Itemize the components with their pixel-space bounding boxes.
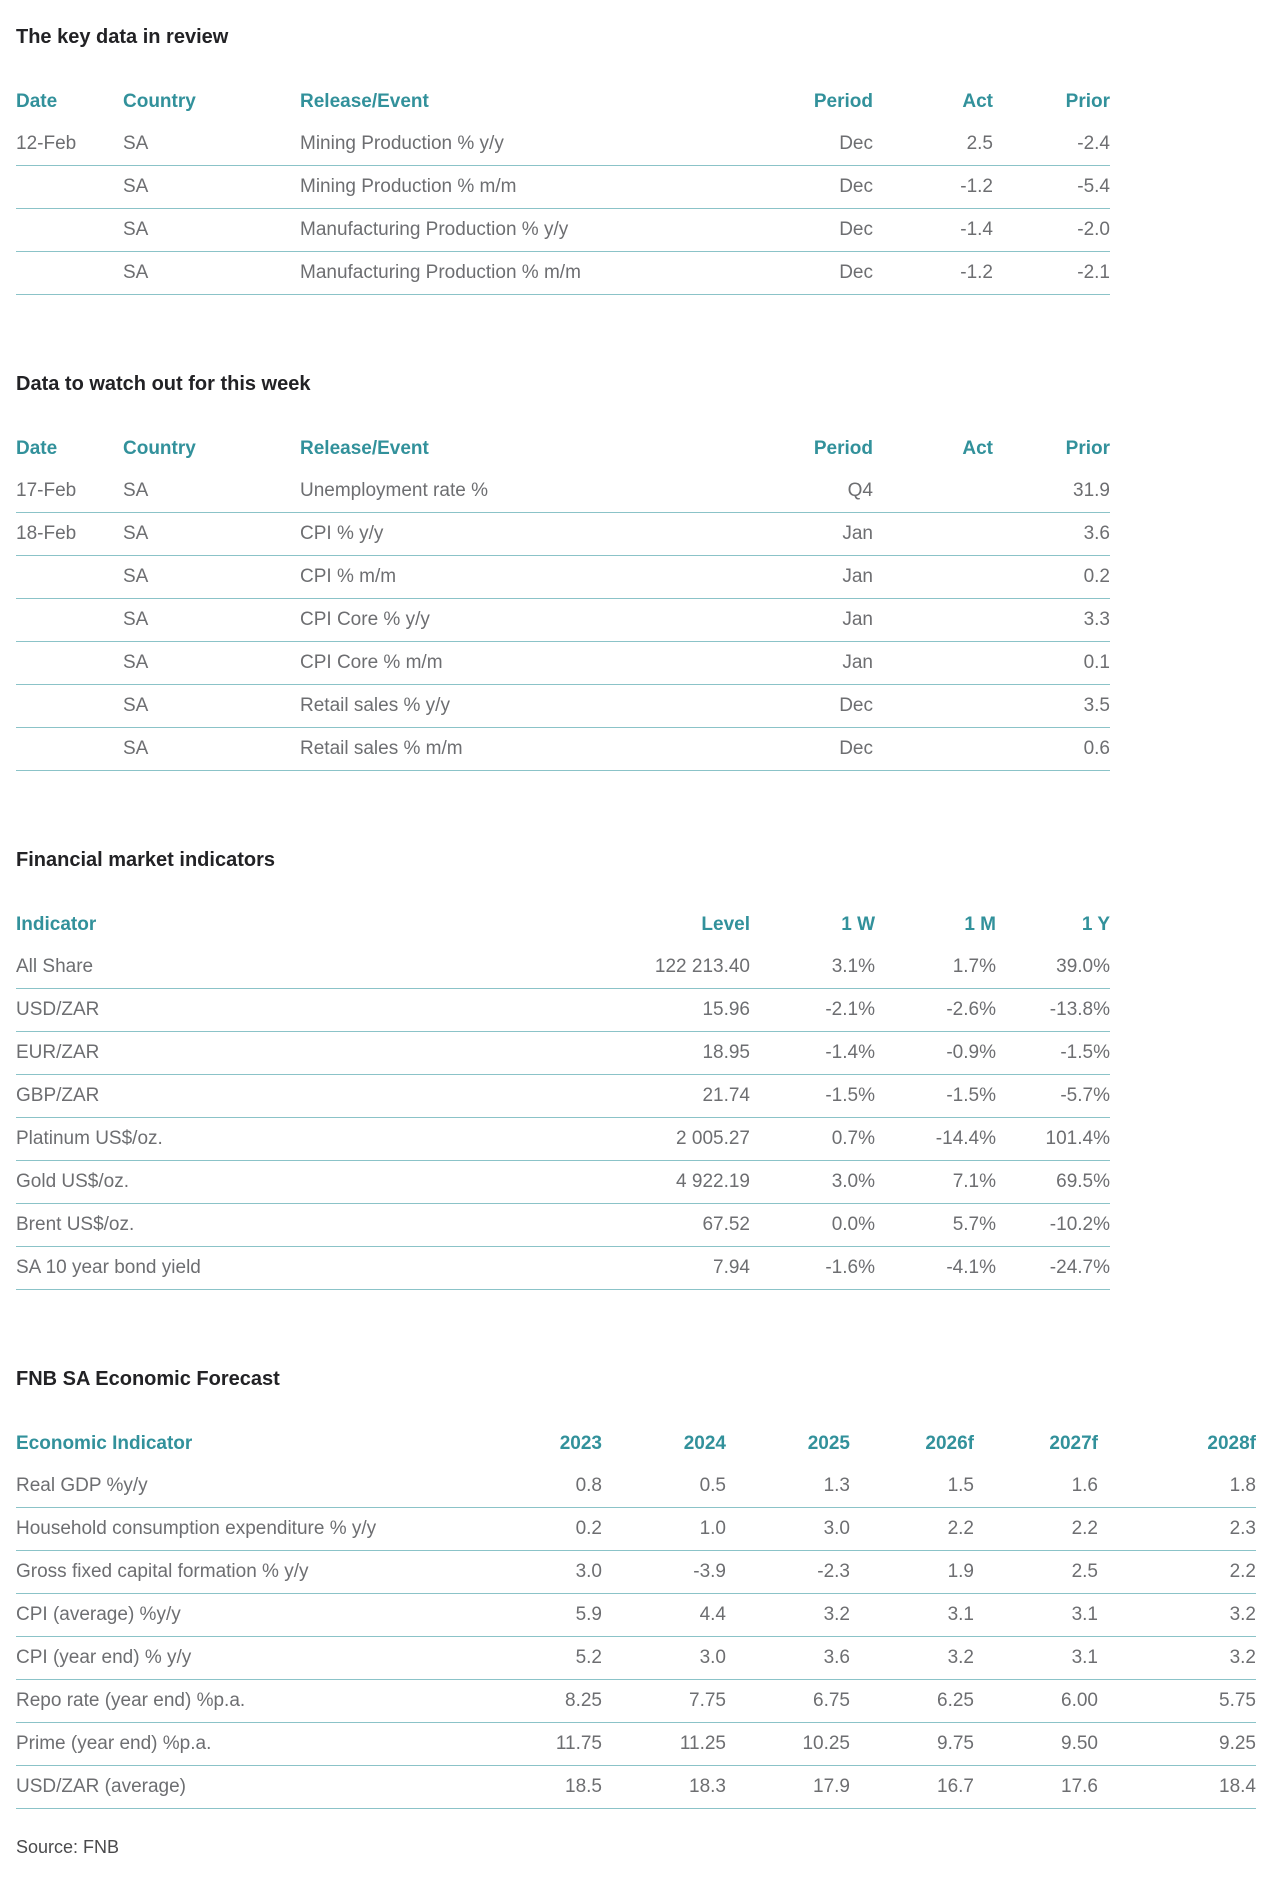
table-cell: 5.9 — [575, 1604, 602, 1625]
table-cell: Mining Production % m/m — [300, 176, 517, 197]
table-cell: CPI (average) %y/y — [16, 1604, 181, 1625]
column-header-release-event: Release/Event — [300, 438, 429, 459]
column-header-indicator: Indicator — [16, 914, 97, 935]
column-header-act: Act — [962, 91, 993, 112]
table-cell: SA — [123, 176, 149, 197]
table-cell: 18.5 — [565, 1776, 602, 1797]
table-row — [16, 556, 1110, 599]
section-title-data-to-watch: Data to watch out for this week — [16, 373, 311, 395]
table-cell: 2.2 — [947, 1518, 974, 1539]
table-row — [16, 1723, 1256, 1766]
table-cell: 4.4 — [699, 1604, 726, 1625]
table-cell: 7.1% — [952, 1171, 996, 1192]
table-cell: 11.25 — [679, 1733, 726, 1754]
table-row — [16, 1075, 1110, 1118]
table-cell: Q4 — [847, 480, 873, 501]
table-cell: 3.2 — [947, 1647, 974, 1668]
table-cell: Dec — [839, 262, 873, 283]
table-cell: -1.4 — [960, 219, 993, 240]
table-cell: SA — [123, 133, 149, 154]
table-cell: CPI % y/y — [300, 523, 384, 544]
section-title-financial-market-indicators: Financial market indicators — [16, 849, 275, 871]
table-cell: SA — [123, 695, 149, 716]
table-row — [16, 1118, 1110, 1161]
table-cell: USD/ZAR — [16, 999, 100, 1020]
table-cell: CPI % m/m — [300, 566, 397, 587]
table-cell: SA — [123, 523, 149, 544]
table-cell: -1.2 — [960, 176, 993, 197]
table-cell: 3.0 — [699, 1647, 726, 1668]
table-cell: EUR/ZAR — [16, 1042, 100, 1063]
table-cell: Dec — [839, 219, 873, 240]
table-cell: -0.9% — [946, 1042, 996, 1063]
table-cell: SA — [123, 738, 149, 759]
table-cell: 0.8 — [575, 1475, 602, 1496]
financial-market-indicators-table — [16, 904, 1110, 1290]
table-cell: -2.6% — [946, 999, 996, 1020]
table-cell: 39.0% — [1056, 956, 1110, 977]
table-cell: 15.96 — [702, 999, 750, 1020]
table-cell: SA — [123, 219, 149, 240]
table-cell: 3.1 — [947, 1604, 974, 1625]
table-row — [16, 252, 1110, 295]
table-cell: 0.0% — [831, 1214, 875, 1235]
table-row — [16, 1161, 1110, 1204]
table-row — [16, 1637, 1256, 1680]
table-cell: -2.4 — [1077, 133, 1110, 154]
table-cell: 3.5 — [1083, 695, 1110, 716]
table-cell: -24.7% — [1049, 1257, 1110, 1278]
table-row — [16, 513, 1110, 556]
table-cell: 3.6 — [823, 1647, 850, 1668]
table-cell: SA — [123, 609, 149, 630]
table-cell: 11.75 — [555, 1733, 602, 1754]
table-cell: SA — [123, 480, 149, 501]
table-row — [16, 989, 1110, 1032]
table-cell: Jan — [842, 652, 873, 673]
table-cell: SA — [123, 566, 149, 587]
table-cell: Retail sales % m/m — [300, 738, 463, 759]
table-cell: 2.3 — [1229, 1518, 1256, 1539]
table-cell: 2 005.27 — [676, 1128, 750, 1149]
table-cell: -1.5% — [946, 1085, 996, 1106]
table-cell: 1.9 — [947, 1561, 974, 1582]
table-cell: 1.0 — [699, 1518, 726, 1539]
table-cell: 5.75 — [1219, 1690, 1256, 1711]
table-cell: Platinum US$/oz. — [16, 1128, 163, 1149]
table-cell: 3.1 — [1071, 1647, 1098, 1668]
column-header-economic-indicator: Economic Indicator — [16, 1433, 193, 1454]
table-cell: Dec — [839, 133, 873, 154]
table-cell: 3.2 — [823, 1604, 850, 1625]
column-header-act: Act — [962, 438, 993, 459]
table-cell: 5.2 — [575, 1647, 602, 1668]
table-cell: 18.4 — [1219, 1776, 1256, 1797]
table-cell: Jan — [842, 566, 873, 587]
column-header-date: Date — [16, 438, 58, 459]
table-cell: 17.9 — [813, 1776, 850, 1797]
column-header-prior: Prior — [1065, 438, 1110, 459]
table-cell: 1.3 — [823, 1475, 850, 1496]
table-cell: 18.3 — [689, 1776, 726, 1797]
table-cell: SA — [123, 262, 149, 283]
table-row — [16, 642, 1110, 685]
table-cell: -2.1 — [1077, 262, 1110, 283]
column-header-2024: 2024 — [683, 1433, 726, 1454]
table-cell: 21.74 — [702, 1085, 750, 1106]
table-header-row — [16, 81, 1110, 123]
table-cell: 9.50 — [1061, 1733, 1098, 1754]
table-row — [16, 1032, 1110, 1075]
table-cell: 3.2 — [1229, 1647, 1256, 1668]
table-row — [16, 1551, 1256, 1594]
table-cell: -10.2% — [1049, 1214, 1110, 1235]
table-cell: 2.5 — [1071, 1561, 1098, 1582]
section-economic-forecast — [16, 1368, 1256, 1809]
table-cell: 2.2 — [1071, 1518, 1098, 1539]
table-cell: SA 10 year bond yield — [16, 1257, 201, 1278]
table-row — [16, 123, 1110, 166]
table-cell: -1.5% — [1060, 1042, 1110, 1063]
table-header-row — [16, 1423, 1256, 1465]
table-cell: Manufacturing Production % y/y — [300, 219, 569, 240]
table-row — [16, 166, 1110, 209]
table-cell: Brent US$/oz. — [16, 1214, 135, 1235]
table-row — [16, 1204, 1110, 1247]
column-header-2026f: 2026f — [925, 1433, 974, 1454]
table-row — [16, 1247, 1110, 1290]
section-data-to-watch — [16, 373, 1256, 771]
table-cell: 3.0 — [575, 1561, 602, 1582]
column-header-1-w: 1 W — [841, 914, 875, 935]
table-cell: 6.75 — [813, 1690, 850, 1711]
table-cell: 3.1% — [831, 956, 875, 977]
table-cell: USD/ZAR (average) — [16, 1776, 186, 1797]
key-data-review-table — [16, 81, 1110, 295]
table-cell: 1.7% — [952, 956, 996, 977]
section-key-data-review — [16, 26, 1256, 295]
table-row — [16, 685, 1110, 728]
column-header-prior: Prior — [1065, 91, 1110, 112]
table-row — [16, 1680, 1256, 1723]
table-header-row — [16, 428, 1110, 470]
table-cell: -1.5% — [825, 1085, 875, 1106]
table-cell: 122 213.40 — [654, 956, 750, 977]
table-cell: 101.4% — [1045, 1128, 1110, 1149]
table-cell: 8.25 — [565, 1690, 602, 1711]
table-row — [16, 728, 1110, 771]
table-cell: 3.6 — [1083, 523, 1110, 544]
table-cell: 0.2 — [1083, 566, 1110, 587]
table-row — [16, 470, 1110, 513]
table-cell: 9.25 — [1219, 1733, 1256, 1754]
table-cell: 9.75 — [937, 1733, 974, 1754]
section-title-economic-forecast: FNB SA Economic Forecast — [16, 1368, 280, 1390]
table-cell: -2.0 — [1077, 219, 1110, 240]
table-cell: Prime (year end) %p.a. — [16, 1733, 212, 1754]
table-cell: 31.9 — [1073, 480, 1110, 501]
table-cell: -1.4% — [825, 1042, 875, 1063]
table-cell: 2.2 — [1229, 1561, 1256, 1582]
column-header-2028f: 2028f — [1207, 1433, 1256, 1454]
table-cell: -4.1% — [946, 1257, 996, 1278]
table-cell: -14.4% — [935, 1128, 996, 1149]
column-header-2025: 2025 — [807, 1433, 850, 1454]
table-cell: 17-Feb — [16, 480, 77, 501]
table-cell: Unemployment rate % — [300, 480, 488, 501]
table-cell: 1.5 — [947, 1475, 974, 1496]
table-cell: 3.2 — [1229, 1604, 1256, 1625]
section-title-key-data-review: The key data in review — [16, 26, 229, 48]
table-cell: Gold US$/oz. — [16, 1171, 129, 1192]
economic-forecast-table — [16, 1423, 1256, 1809]
table-cell: 3.0% — [831, 1171, 875, 1192]
table-cell: Repo rate (year end) %p.a. — [16, 1690, 246, 1711]
table-cell: SA — [123, 652, 149, 673]
table-cell: Dec — [839, 738, 873, 759]
table-cell: CPI (year end) % y/y — [16, 1647, 192, 1668]
table-cell: -2.1% — [825, 999, 875, 1020]
table-cell: -2.3 — [817, 1561, 850, 1582]
table-cell: 7.94 — [713, 1257, 750, 1278]
column-header-2027f: 2027f — [1049, 1433, 1098, 1454]
table-row — [16, 209, 1110, 252]
column-header-1-y: 1 Y — [1081, 914, 1110, 935]
table-cell: Dec — [839, 176, 873, 197]
table-cell: Retail sales % y/y — [300, 695, 450, 716]
table-cell: 3.0 — [823, 1518, 850, 1539]
table-cell: Gross fixed capital formation % y/y — [16, 1561, 309, 1582]
table-cell: -1.2 — [960, 262, 993, 283]
column-header-country: Country — [123, 91, 196, 112]
table-cell: 1.8 — [1229, 1475, 1256, 1496]
table-cell: GBP/ZAR — [16, 1085, 100, 1106]
table-row — [16, 1766, 1256, 1809]
column-header-1-m: 1 M — [964, 914, 996, 935]
section-financial-market-indicators — [16, 849, 1256, 1290]
table-cell: 7.75 — [689, 1690, 726, 1711]
table-cell: Real GDP %y/y — [16, 1475, 148, 1496]
column-header-level: Level — [701, 914, 750, 935]
table-cell: CPI Core % y/y — [300, 609, 430, 630]
data-to-watch-table — [16, 428, 1110, 771]
column-header-2023: 2023 — [559, 1433, 602, 1454]
column-header-date: Date — [16, 91, 58, 112]
table-cell: 0.7% — [831, 1128, 875, 1149]
table-cell: 17.6 — [1061, 1776, 1098, 1797]
table-cell: Household consumption expenditure % y/y — [16, 1518, 377, 1539]
table-row — [16, 1594, 1256, 1637]
table-cell: 69.5% — [1056, 1171, 1110, 1192]
source-note: Source: FNB — [16, 1837, 120, 1857]
table-cell: 3.1 — [1071, 1604, 1098, 1625]
table-cell: 10.25 — [802, 1733, 850, 1754]
table-cell: 2.5 — [966, 133, 993, 154]
table-cell: -5.4 — [1077, 176, 1110, 197]
table-cell: 6.25 — [937, 1690, 974, 1711]
table-row — [16, 1508, 1256, 1551]
table-cell: -13.8% — [1049, 999, 1110, 1020]
table-cell: 4 922.19 — [676, 1171, 750, 1192]
table-cell: 5.7% — [952, 1214, 996, 1235]
table-cell: 0.1 — [1083, 652, 1110, 673]
table-cell: 16.7 — [937, 1776, 974, 1797]
table-cell: CPI Core % m/m — [300, 652, 443, 673]
table-header-row — [16, 904, 1110, 946]
table-cell: 12-Feb — [16, 133, 77, 154]
column-header-period: Period — [813, 438, 873, 459]
column-header-release-event: Release/Event — [300, 91, 429, 112]
table-cell: Jan — [842, 609, 873, 630]
table-cell: -5.7% — [1060, 1085, 1110, 1106]
table-cell: Mining Production % y/y — [300, 133, 504, 154]
table-cell: All Share — [16, 956, 94, 977]
table-cell: Manufacturing Production % m/m — [300, 262, 581, 283]
table-cell: Dec — [839, 695, 873, 716]
table-cell: 18.95 — [702, 1042, 750, 1063]
table-cell: 3.3 — [1083, 609, 1110, 630]
column-header-period: Period — [813, 91, 873, 112]
table-cell: 0.5 — [699, 1475, 726, 1496]
table-cell: -1.6% — [825, 1257, 875, 1278]
table-cell: 0.2 — [575, 1518, 602, 1539]
table-cell: 18-Feb — [16, 523, 77, 544]
table-row — [16, 599, 1110, 642]
table-cell: Jan — [842, 523, 873, 544]
table-cell: 0.6 — [1083, 738, 1110, 759]
table-cell: -3.9 — [693, 1561, 726, 1582]
table-row — [16, 1465, 1256, 1508]
table-cell: 6.00 — [1061, 1690, 1098, 1711]
table-cell: 1.6 — [1071, 1475, 1098, 1496]
table-row — [16, 946, 1110, 989]
table-cell: 67.52 — [702, 1214, 750, 1235]
column-header-country: Country — [123, 438, 196, 459]
